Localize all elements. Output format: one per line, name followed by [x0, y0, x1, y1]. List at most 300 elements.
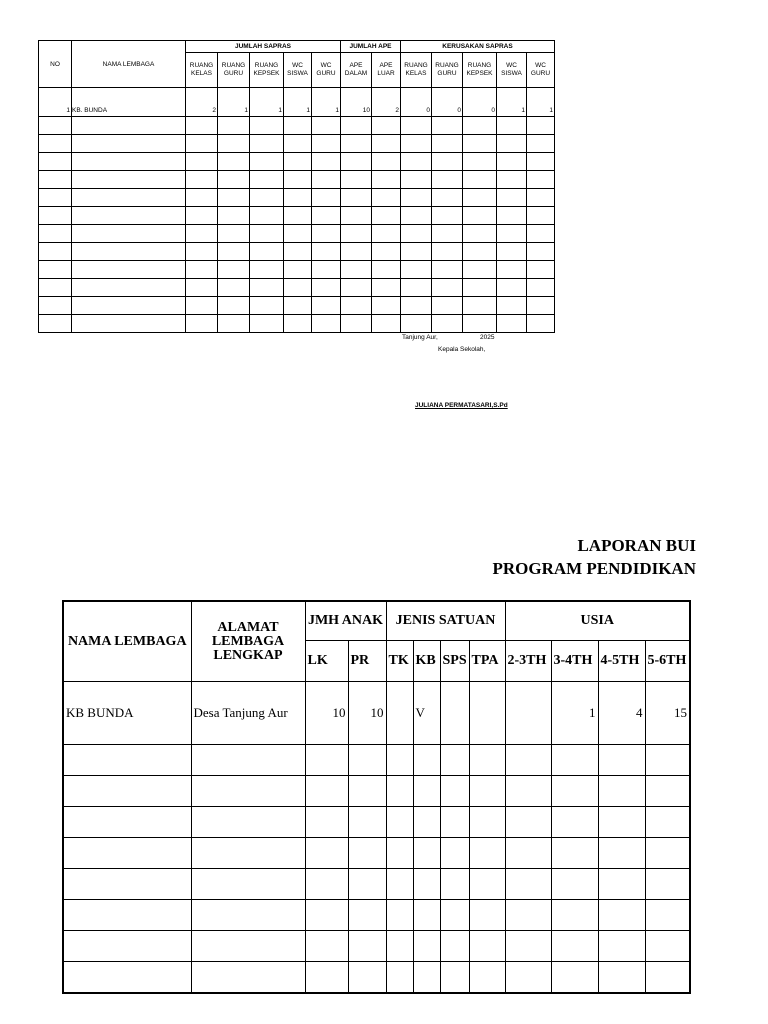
- sub-header-cell: [432, 53, 463, 88]
- empty-row: [39, 261, 555, 279]
- empty-cell: [191, 807, 305, 838]
- cell-tk: [386, 682, 413, 745]
- empty-cell: [432, 315, 463, 333]
- empty-cell: [551, 931, 598, 962]
- empty-cell: [63, 745, 191, 776]
- empty-cell: [39, 315, 72, 333]
- empty-cell: [72, 189, 186, 207]
- empty-cell: [72, 297, 186, 315]
- empty-cell: [72, 135, 186, 153]
- jumlah-sapras-header: JUMLAH SAPRAS: [186, 41, 341, 53]
- empty-cell: [186, 189, 218, 207]
- empty-cell: [348, 869, 386, 900]
- cell-pr: 10: [348, 682, 386, 745]
- empty-cell: [186, 135, 218, 153]
- sub-header-cell: 2-3TH: [505, 641, 551, 682]
- empty-cell: [72, 315, 186, 333]
- empty-cell: [432, 153, 463, 171]
- empty-cell: [645, 776, 690, 807]
- empty-cell: [551, 962, 598, 994]
- empty-cell: [440, 776, 469, 807]
- sub-header-cell: 3-4TH: [551, 641, 598, 682]
- empty-cell: [463, 243, 497, 261]
- empty-cell: [440, 962, 469, 994]
- empty-cell: [413, 776, 440, 807]
- empty-cell: [598, 869, 645, 900]
- empty-row: [39, 225, 555, 243]
- empty-cell: [284, 315, 312, 333]
- empty-cell: [341, 315, 372, 333]
- sub-header-text: KEPSEK: [253, 70, 280, 77]
- empty-cell: [463, 279, 497, 297]
- sub-header-cell: [463, 53, 497, 88]
- empty-cell: [191, 838, 305, 869]
- kerusakan-sapras-header: KERUSAKAN SAPRAS: [401, 41, 555, 53]
- empty-cell: [401, 117, 432, 135]
- empty-cell: [284, 153, 312, 171]
- cell-no: 1: [39, 106, 72, 117]
- empty-cell: [218, 135, 250, 153]
- empty-cell: [72, 171, 186, 189]
- empty-cell: [348, 838, 386, 869]
- empty-cell: [341, 117, 372, 135]
- sub-header-cell: LK: [305, 641, 348, 682]
- jenis-satuan-header: JENIS SATUAN: [386, 601, 505, 641]
- empty-row: [39, 279, 555, 297]
- empty-cell: [645, 745, 690, 776]
- report-title-line1: LAPORAN BUI: [577, 536, 696, 555]
- empty-cell: [432, 225, 463, 243]
- empty-cell: [72, 207, 186, 225]
- cell-sps: [440, 682, 469, 745]
- empty-cell: [463, 261, 497, 279]
- empty-cell: [497, 189, 527, 207]
- empty-cell: [218, 117, 250, 135]
- empty-cell: [72, 153, 186, 171]
- empty-cell: [386, 807, 413, 838]
- empty-cell: [186, 225, 218, 243]
- empty-cell: [440, 807, 469, 838]
- empty-cell: [39, 297, 72, 315]
- empty-cell: [348, 900, 386, 931]
- empty-cell: [218, 207, 250, 225]
- empty-cell: [497, 297, 527, 315]
- empty-cell: [284, 279, 312, 297]
- cell-value: 0: [401, 106, 432, 117]
- empty-cell: [527, 243, 555, 261]
- empty-cell: [218, 297, 250, 315]
- empty-cell: [305, 776, 348, 807]
- sub-header-cell: [372, 53, 401, 88]
- sub-header-text: WC: [320, 62, 332, 69]
- sub-header-cell: [218, 53, 250, 88]
- sign-role: Kepala Sekolah,: [438, 346, 486, 353]
- empty-cell: [469, 931, 505, 962]
- empty-cell: [527, 225, 555, 243]
- empty-cell: [401, 243, 432, 261]
- empty-cell: [469, 900, 505, 931]
- empty-cell: [413, 838, 440, 869]
- empty-cell: [250, 171, 284, 189]
- empty-cell: [463, 153, 497, 171]
- empty-cell: [312, 297, 341, 315]
- empty-cell: [191, 900, 305, 931]
- empty-cell: [348, 931, 386, 962]
- empty-cell: [218, 243, 250, 261]
- cell-value: 10: [341, 106, 372, 117]
- empty-cell: [186, 153, 218, 171]
- empty-cell: [63, 931, 191, 962]
- sub-header-text: RUANG: [467, 62, 492, 69]
- empty-cell: [39, 225, 72, 243]
- empty-cell: [598, 900, 645, 931]
- empty-cell: [527, 207, 555, 225]
- empty-cell: [191, 931, 305, 962]
- empty-cell: [527, 315, 555, 333]
- empty-cell: [348, 962, 386, 994]
- empty-cell: [432, 297, 463, 315]
- empty-cell: [39, 261, 72, 279]
- empty-row: [63, 776, 690, 807]
- jumlah-ape-header: JUMLAH APE: [341, 41, 401, 53]
- sub-header-text: RUANG: [221, 62, 246, 69]
- empty-cell: [372, 171, 401, 189]
- empty-cell: [312, 135, 341, 153]
- empty-cell: [413, 962, 440, 994]
- empty-cell: [341, 189, 372, 207]
- empty-cell: [440, 900, 469, 931]
- empty-cell: [341, 135, 372, 153]
- empty-cell: [551, 807, 598, 838]
- empty-cell: [39, 189, 72, 207]
- empty-cell: [551, 869, 598, 900]
- jmh-anak-header: JMH ANAK: [305, 601, 386, 641]
- empty-cell: [551, 745, 598, 776]
- empty-row: [39, 135, 555, 153]
- empty-cell: [505, 838, 551, 869]
- empty-cell: [386, 745, 413, 776]
- empty-cell: [401, 189, 432, 207]
- empty-cell: [413, 807, 440, 838]
- empty-cell: [469, 962, 505, 994]
- empty-cell: [186, 297, 218, 315]
- sub-header-cell: PR: [348, 641, 386, 682]
- empty-cell: [250, 207, 284, 225]
- cell-value: 2: [372, 106, 401, 117]
- table-row: [39, 106, 555, 117]
- empty-cell: [305, 869, 348, 900]
- empty-cell: [598, 962, 645, 994]
- empty-cell: [497, 117, 527, 135]
- empty-cell: [312, 279, 341, 297]
- empty-cell: [497, 153, 527, 171]
- sign-place: Tanjung Aur,: [402, 334, 438, 341]
- cell-value: 2: [186, 106, 218, 117]
- empty-cell: [218, 171, 250, 189]
- empty-row: [63, 962, 690, 994]
- empty-cell: [284, 207, 312, 225]
- sub-header-cell: [497, 53, 527, 88]
- sub-header-text: APE: [379, 62, 393, 69]
- cell-value: 0: [432, 106, 463, 117]
- empty-cell: [250, 153, 284, 171]
- empty-cell: [551, 838, 598, 869]
- empty-cell: [432, 189, 463, 207]
- empty-cell: [598, 776, 645, 807]
- empty-cell: [191, 745, 305, 776]
- empty-cell: [218, 189, 250, 207]
- empty-cell: [191, 869, 305, 900]
- empty-cell: [341, 279, 372, 297]
- empty-cell: [305, 838, 348, 869]
- empty-cell: [645, 900, 690, 931]
- empty-cell: [469, 745, 505, 776]
- empty-cell: [401, 207, 432, 225]
- empty-cell: [348, 776, 386, 807]
- col-nama-lembaga-header: NAMA LEMBAGA: [72, 41, 186, 88]
- cell-usia-5-6: 15: [645, 682, 690, 745]
- empty-cell: [401, 261, 432, 279]
- sub-header-text: GURU: [530, 70, 551, 77]
- empty-cell: [250, 117, 284, 135]
- signatory-name: JULIANA PERMATASARI,S.Pd: [415, 402, 508, 409]
- empty-cell: [186, 315, 218, 333]
- empty-cell: [551, 900, 598, 931]
- empty-cell: [284, 135, 312, 153]
- empty-cell: [341, 207, 372, 225]
- empty-cell: [372, 117, 401, 135]
- col-nama-lembaga-header: NAMA LEMBAGA: [63, 601, 191, 682]
- empty-cell: [527, 153, 555, 171]
- sub-header-text: SISWA: [501, 70, 522, 77]
- cell-usia-2-3: [505, 682, 551, 745]
- sub-header-cell: TPA: [469, 641, 505, 682]
- usia-header: USIA: [505, 601, 690, 641]
- empty-cell: [305, 900, 348, 931]
- empty-cell: [284, 297, 312, 315]
- sub-header-cell: [341, 53, 372, 88]
- cell-value: 1: [250, 106, 284, 117]
- empty-cell: [386, 962, 413, 994]
- empty-cell: [386, 776, 413, 807]
- empty-cell: [497, 261, 527, 279]
- empty-cell: [505, 900, 551, 931]
- empty-cell: [463, 225, 497, 243]
- empty-cell: [284, 171, 312, 189]
- empty-cell: [469, 838, 505, 869]
- sub-header-cell: [401, 53, 432, 88]
- empty-cell: [527, 189, 555, 207]
- empty-cell: [39, 207, 72, 225]
- sub-header-text: RUANG: [435, 62, 459, 69]
- sapras-table: [38, 40, 555, 333]
- empty-cell: [372, 153, 401, 171]
- sub-header-cell: SPS: [440, 641, 469, 682]
- table-row: [63, 682, 690, 745]
- empty-cell: [645, 962, 690, 994]
- empty-cell: [72, 261, 186, 279]
- empty-row: [63, 807, 690, 838]
- empty-cell: [341, 297, 372, 315]
- empty-cell: [186, 261, 218, 279]
- empty-cell: [191, 776, 305, 807]
- empty-cell: [372, 261, 401, 279]
- empty-cell: [372, 315, 401, 333]
- sub-header-text: WC: [506, 62, 517, 69]
- empty-row: [63, 869, 690, 900]
- empty-cell: [284, 189, 312, 207]
- empty-cell: [527, 261, 555, 279]
- empty-cell: [312, 243, 341, 261]
- empty-cell: [250, 225, 284, 243]
- empty-cell: [218, 153, 250, 171]
- empty-row: [63, 900, 690, 931]
- cell-value: 1: [497, 106, 527, 117]
- sub-header-text: SISWA: [287, 70, 308, 77]
- empty-cell: [432, 171, 463, 189]
- program-table: [62, 600, 691, 994]
- empty-cell: [186, 243, 218, 261]
- empty-row: [39, 189, 555, 207]
- empty-cell: [63, 962, 191, 994]
- empty-cell: [341, 261, 372, 279]
- empty-cell: [250, 279, 284, 297]
- empty-cell: [440, 869, 469, 900]
- empty-cell: [527, 117, 555, 135]
- empty-cell: [72, 117, 186, 135]
- empty-cell: [250, 315, 284, 333]
- empty-cell: [218, 279, 250, 297]
- sub-header-text: WC: [535, 62, 546, 69]
- empty-cell: [386, 838, 413, 869]
- empty-cell: [497, 135, 527, 153]
- empty-cell: [312, 207, 341, 225]
- empty-cell: [341, 153, 372, 171]
- cell-usia-3-4: 1: [551, 682, 598, 745]
- cell-nama: KB. BUNDA: [72, 106, 186, 117]
- empty-cell: [312, 315, 341, 333]
- empty-row: [39, 153, 555, 171]
- sub-header-cell: [250, 53, 284, 88]
- empty-cell: [284, 225, 312, 243]
- empty-cell: [305, 931, 348, 962]
- empty-cell: [250, 243, 284, 261]
- empty-cell: [39, 243, 72, 261]
- cell-value: 0: [463, 106, 497, 117]
- sub-header-cell: [186, 53, 218, 88]
- empty-cell: [372, 297, 401, 315]
- empty-cell: [413, 869, 440, 900]
- cell-tpa: [469, 682, 505, 745]
- empty-row: [63, 838, 690, 869]
- empty-cell: [72, 279, 186, 297]
- empty-row: [39, 117, 555, 135]
- cell-usia-4-5: 4: [598, 682, 645, 745]
- empty-cell: [463, 135, 497, 153]
- empty-cell: [432, 279, 463, 297]
- empty-cell: [63, 807, 191, 838]
- cell-lk: 10: [305, 682, 348, 745]
- sub-header-text: RUANG: [404, 62, 428, 69]
- empty-cell: [432, 207, 463, 225]
- empty-cell: [341, 171, 372, 189]
- sub-header-text: KEPSEK: [466, 70, 493, 77]
- empty-cell: [432, 117, 463, 135]
- empty-cell: [440, 931, 469, 962]
- empty-cell: [598, 745, 645, 776]
- empty-cell: [312, 171, 341, 189]
- empty-cell: [463, 297, 497, 315]
- empty-row: [39, 243, 555, 261]
- empty-cell: [497, 243, 527, 261]
- empty-cell: [463, 171, 497, 189]
- col-no-header: NO: [39, 41, 72, 88]
- empty-cell: [413, 745, 440, 776]
- empty-row: [39, 207, 555, 225]
- empty-cell: [312, 225, 341, 243]
- empty-cell: [497, 279, 527, 297]
- empty-cell: [312, 261, 341, 279]
- sub-header-cell: 4-5TH: [598, 641, 645, 682]
- sub-header-text: APE: [349, 62, 363, 69]
- empty-cell: [284, 243, 312, 261]
- empty-cell: [505, 962, 551, 994]
- empty-cell: [401, 315, 432, 333]
- sub-header-text: KELAS: [405, 70, 427, 77]
- empty-cell: [463, 207, 497, 225]
- empty-cell: [386, 869, 413, 900]
- empty-cell: [348, 807, 386, 838]
- empty-cell: [551, 776, 598, 807]
- empty-cell: [372, 243, 401, 261]
- empty-cell: [527, 297, 555, 315]
- empty-cell: [505, 931, 551, 962]
- empty-cell: [191, 962, 305, 994]
- empty-cell: [250, 261, 284, 279]
- empty-cell: [401, 135, 432, 153]
- cell-value: 1: [527, 106, 555, 117]
- empty-cell: [386, 900, 413, 931]
- empty-cell: [63, 838, 191, 869]
- sub-header-text: RUANG: [189, 62, 214, 69]
- cell-value: 1: [312, 106, 341, 117]
- empty-cell: [186, 207, 218, 225]
- sub-header-text: DALAM: [344, 70, 368, 77]
- empty-cell: [598, 838, 645, 869]
- empty-row: [63, 931, 690, 962]
- cell-value: 1: [218, 106, 250, 117]
- cell-nama: KB BUNDA: [63, 682, 191, 745]
- empty-cell: [469, 869, 505, 900]
- empty-cell: [598, 807, 645, 838]
- empty-cell: [312, 117, 341, 135]
- empty-cell: [401, 171, 432, 189]
- empty-cell: [469, 776, 505, 807]
- empty-cell: [386, 931, 413, 962]
- empty-cell: [463, 117, 497, 135]
- sub-header-text: KELAS: [191, 70, 212, 77]
- empty-cell: [497, 171, 527, 189]
- sub-header-text: GURU: [316, 70, 336, 77]
- cell-value: 1: [284, 106, 312, 117]
- empty-cell: [497, 207, 527, 225]
- empty-cell: [432, 243, 463, 261]
- empty-cell: [463, 189, 497, 207]
- empty-row: [39, 315, 555, 333]
- spacer-row: [39, 88, 555, 107]
- sub-header-cell: [527, 53, 555, 88]
- empty-cell: [372, 135, 401, 153]
